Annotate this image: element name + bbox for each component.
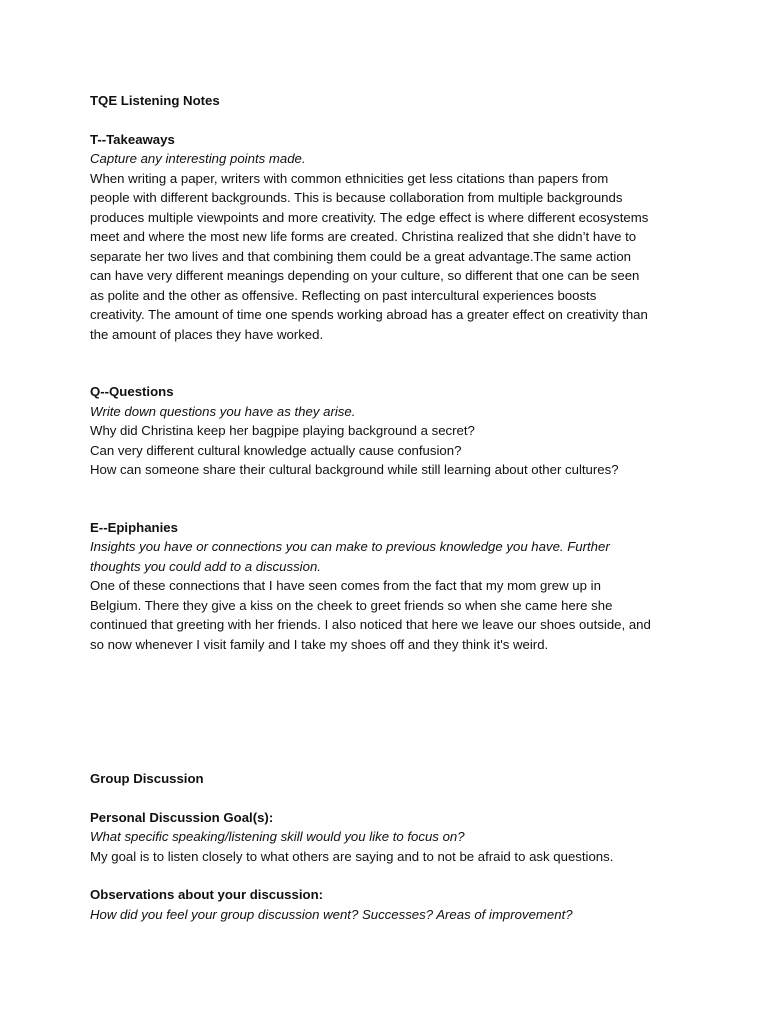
takeaways-line: creativity. The amount of time one spends working abroad has a greater effect on creativity than <box>90 307 648 322</box>
takeaways-line: as polite and the other as offensive. Reflecting on past intercultural experiences boosts <box>90 287 597 303</box>
document-title: TQE Listening Notes <box>90 93 220 108</box>
goal-prompt: What specific speaking/listening skill would you like to focus on? <box>90 829 465 844</box>
questions-heading: Q--Questions <box>90 384 174 399</box>
takeaways-line: separate her two lives and that combining them could be a great advantage.The same action <box>90 248 632 264</box>
takeaways-line: can have very different meanings depending on your culture, so different that one can be seen <box>90 268 640 283</box>
epiphanies-prompt: Insights you have or connections you can make to previous knowledge you have. Further <box>90 539 610 554</box>
takeaways-line: produces multiple viewpoints and more creativity. The edge effect is where different ecosystems <box>90 209 649 225</box>
epiphanies-line: so now whenever I visit family and I take my shoes off and they think it's weird. <box>90 636 549 652</box>
epiphanies-heading: E--Epiphanies <box>90 519 178 535</box>
epiphanies-line: Belgium. There they give a kiss on the cheek to greet friends so when she came here she <box>90 597 613 613</box>
observations-prompt: How did you feel your group discussion went? Successes? Areas of improvement? <box>90 906 573 922</box>
epiphanies-prompt: thoughts you could add to a discussion. <box>90 558 321 574</box>
question-item: Can very different cultural knowledge actually cause confusion? <box>90 442 462 458</box>
epiphanies-line: continued that greeting with her friends. I also noticed that here we leave our shoes outside, and <box>90 617 651 632</box>
takeaways-line: the amount of places they have worked. <box>90 326 324 342</box>
group-discussion-heading: Group Discussion <box>90 771 204 786</box>
observations-heading: Observations about your discussion: <box>90 887 324 902</box>
takeaways-line: When writing a paper, writers with common ethnicities get less citations than papers from <box>90 170 609 186</box>
goal-heading: Personal Discussion Goal(s): <box>90 809 274 825</box>
document-page <box>90 91 690 924</box>
takeaways-prompt: Capture any interesting points made. <box>90 151 306 166</box>
takeaways-heading: T--Takeaways <box>90 131 175 147</box>
takeaways-line: meet and where the most new life forms are created. Christina realized that she didn’t have to <box>90 229 637 244</box>
goal-answer: My goal is to listen closely to what others are saying and to not be afraid to ask questions. <box>90 848 614 864</box>
question-item: Why did Christina keep her bagpipe playing background a secret? <box>90 423 475 438</box>
epiphanies-line: One of these connections that I have seen comes from the fact that my mom grew up in <box>90 578 601 593</box>
question-item: How can someone share their cultural background while still learning about other cultures? <box>90 462 619 477</box>
takeaways-line: people with different backgrounds. This is because collaboration from multiple backgrounds <box>90 190 623 205</box>
questions-prompt: Write down questions you have as they arise. <box>90 403 356 419</box>
